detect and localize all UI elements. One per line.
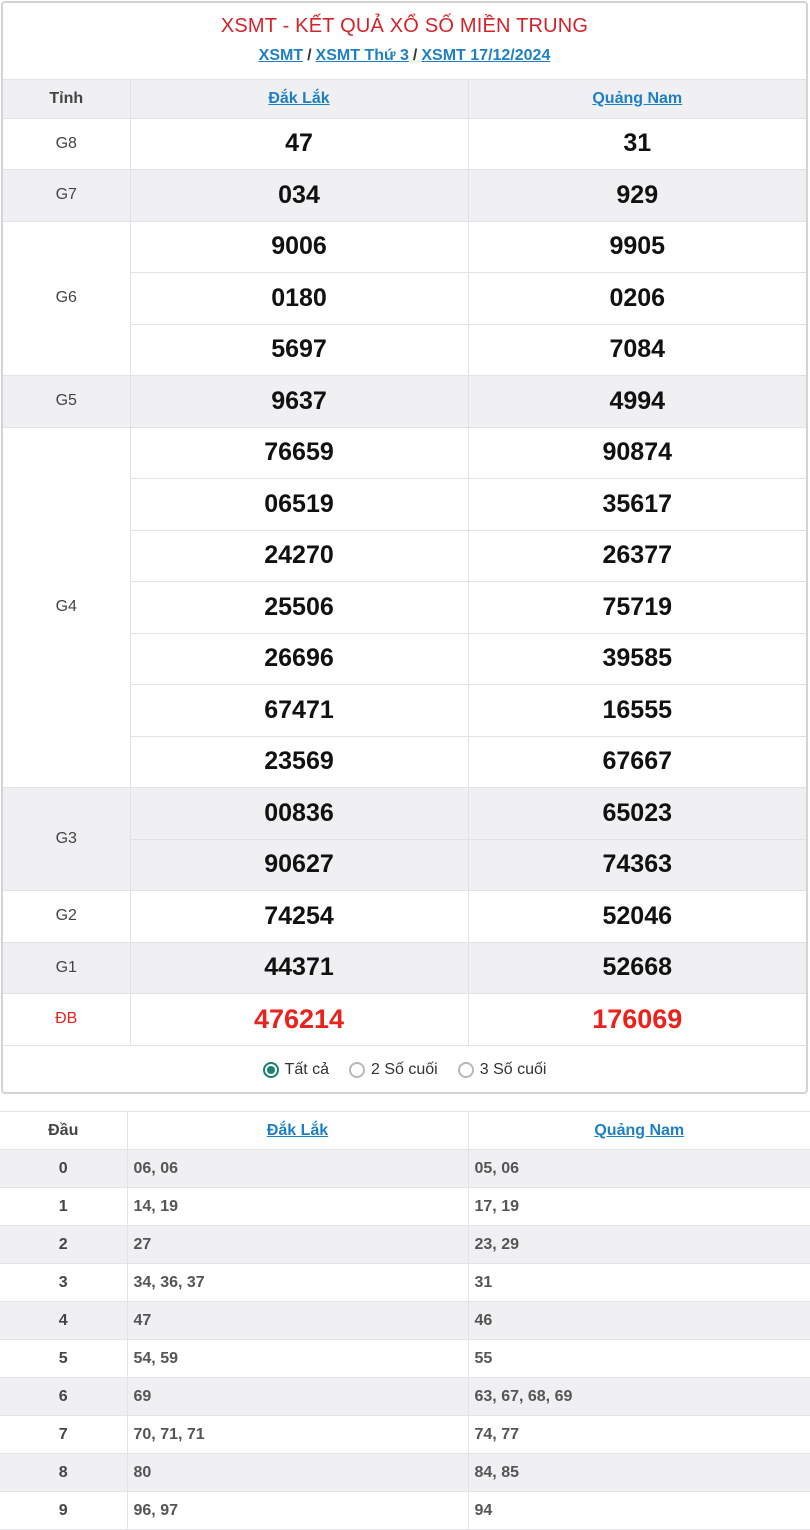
prize-number-dak-lak: 44371 bbox=[130, 942, 468, 994]
prize-number-quang-nam: 4994 bbox=[468, 376, 806, 428]
prize-label: G4 bbox=[3, 427, 130, 788]
page-title: XSMT - KẾT QUẢ XỔ SỐ MIỀN TRUNG bbox=[220, 15, 589, 37]
prize-number-dak-lak: 25506 bbox=[130, 582, 468, 634]
prize-number-dak-lak: 26696 bbox=[130, 633, 468, 685]
dau-values-quang-nam: 46 bbox=[468, 1302, 810, 1340]
dau-row bbox=[0, 1340, 810, 1378]
dau-digit: 0 bbox=[0, 1150, 127, 1188]
prize-number-dak-lak: 9006 bbox=[130, 221, 468, 273]
dau-values-quang-nam: 63, 67, 68, 69 bbox=[468, 1378, 810, 1416]
filter-option-label: Tất cả bbox=[284, 1061, 330, 1078]
dau-row bbox=[0, 1188, 810, 1226]
dau-values-quang-nam: 74, 77 bbox=[468, 1416, 810, 1454]
filter-option-all[interactable] bbox=[263, 1061, 329, 1079]
prize-number-dak-lak: 47 bbox=[130, 118, 468, 170]
dau-values-dak-lak: 34, 36, 37 bbox=[127, 1264, 468, 1302]
prize-number-dak-lak: 476214 bbox=[130, 994, 468, 1046]
dau-digit: 8 bbox=[0, 1454, 127, 1492]
dau-digit: 9 bbox=[0, 1492, 127, 1530]
prize-number-quang-nam: 929 bbox=[468, 170, 806, 222]
prize-number-quang-nam: 65023 bbox=[468, 788, 806, 840]
prize-number-quang-nam: 67667 bbox=[468, 736, 806, 788]
prize-number-quang-nam: 52668 bbox=[468, 942, 806, 994]
results-body bbox=[3, 118, 806, 1045]
dau-digit: 2 bbox=[0, 1226, 127, 1264]
dau-row bbox=[0, 1492, 810, 1530]
prize-number-dak-lak: 76659 bbox=[130, 427, 468, 479]
prize-number-dak-lak: 5697 bbox=[130, 324, 468, 376]
prize-row bbox=[3, 891, 806, 943]
dau-values-dak-lak: 27 bbox=[127, 1226, 468, 1264]
province-link-dak-lak[interactable]: Đắk Lắk bbox=[266, 1121, 329, 1139]
prize-row bbox=[3, 118, 806, 170]
prize-label: G3 bbox=[3, 788, 130, 891]
dau-row bbox=[0, 1226, 810, 1264]
breadcrumb-separator: / bbox=[307, 47, 312, 64]
col-header-dau: Đầu bbox=[0, 1112, 127, 1150]
results-header-row bbox=[3, 80, 806, 118]
prize-number-quang-nam: 31 bbox=[468, 118, 806, 170]
dau-digit: 6 bbox=[0, 1378, 127, 1416]
col-header-province-label: Tỉnh bbox=[3, 80, 130, 118]
col-header-dak-lak bbox=[130, 80, 468, 118]
prize-number-quang-nam: 39585 bbox=[468, 633, 806, 685]
dau-section bbox=[0, 1111, 810, 1530]
dau-header-row bbox=[0, 1112, 810, 1150]
prize-number-dak-lak: 0180 bbox=[130, 273, 468, 325]
dau-body bbox=[0, 1150, 810, 1530]
prize-number-dak-lak: 9637 bbox=[130, 376, 468, 428]
dau-row bbox=[0, 1454, 810, 1492]
dau-values-dak-lak: 06, 06 bbox=[127, 1150, 468, 1188]
prize-row bbox=[3, 788, 806, 840]
dau-digit: 5 bbox=[0, 1340, 127, 1378]
breadcrumb-link-date[interactable]: XSMT 17/12/2024 bbox=[421, 47, 551, 64]
dau-values-quang-nam: 94 bbox=[468, 1492, 810, 1530]
prize-number-quang-nam: 75719 bbox=[468, 582, 806, 634]
breadcrumb-link-xsmt[interactable]: XSMT bbox=[258, 47, 304, 64]
prize-label: G1 bbox=[3, 942, 130, 994]
results-card bbox=[1, 1, 808, 1094]
filter-option-last-2[interactable] bbox=[349, 1061, 438, 1079]
dau-row bbox=[0, 1302, 810, 1340]
dau-values-dak-lak: 69 bbox=[127, 1378, 468, 1416]
prize-row bbox=[3, 994, 806, 1046]
col-header-dak-lak bbox=[127, 1112, 468, 1150]
filter-option-label: 2 Số cuối bbox=[371, 1061, 438, 1078]
prize-number-quang-nam: 176069 bbox=[468, 994, 806, 1046]
radio-icon[interactable] bbox=[349, 1062, 365, 1078]
dau-values-quang-nam: 84, 85 bbox=[468, 1454, 810, 1492]
prize-row bbox=[3, 942, 806, 994]
prize-number-quang-nam: 52046 bbox=[468, 891, 806, 943]
dau-values-quang-nam: 23, 29 bbox=[468, 1226, 810, 1264]
prize-number-quang-nam: 9905 bbox=[468, 221, 806, 273]
prize-row bbox=[3, 221, 806, 273]
breadcrumb-link-weekday[interactable]: XSMT Thứ 3 bbox=[315, 47, 409, 64]
province-link-dak-lak[interactable]: Đắk Lắk bbox=[268, 89, 330, 107]
radio-selected-icon[interactable] bbox=[263, 1062, 279, 1078]
prize-number-dak-lak: 23569 bbox=[130, 736, 468, 788]
dau-values-dak-lak: 47 bbox=[127, 1302, 468, 1340]
prize-label: G6 bbox=[3, 221, 130, 376]
prize-label: G8 bbox=[3, 118, 130, 170]
dau-row bbox=[0, 1378, 810, 1416]
results-header bbox=[3, 3, 806, 80]
filter-option-label: 3 Số cuối bbox=[479, 1061, 547, 1078]
dau-values-dak-lak: 14, 19 bbox=[127, 1188, 468, 1226]
prize-number-dak-lak: 24270 bbox=[130, 530, 468, 582]
dau-row bbox=[0, 1416, 810, 1454]
province-link-quang-nam[interactable]: Quảng Nam bbox=[594, 1121, 685, 1139]
dau-values-dak-lak: 54, 59 bbox=[127, 1340, 468, 1378]
dau-values-dak-lak: 70, 71, 71 bbox=[127, 1416, 468, 1454]
results-table bbox=[3, 80, 806, 1046]
col-header-quang-nam bbox=[468, 80, 806, 118]
dau-values-dak-lak: 80 bbox=[127, 1454, 468, 1492]
prize-label: G7 bbox=[3, 170, 130, 222]
dau-values-quang-nam: 05, 06 bbox=[468, 1150, 810, 1188]
dau-digit: 3 bbox=[0, 1264, 127, 1302]
prize-label: ĐB bbox=[3, 994, 130, 1046]
dau-table bbox=[0, 1111, 810, 1530]
radio-icon[interactable] bbox=[458, 1062, 474, 1078]
prize-number-quang-nam: 74363 bbox=[468, 839, 806, 891]
filter-option-last-3[interactable] bbox=[458, 1061, 547, 1079]
prize-label: G2 bbox=[3, 891, 130, 943]
prize-number-dak-lak: 90627 bbox=[130, 839, 468, 891]
breadcrumb bbox=[3, 47, 806, 65]
breadcrumb-separator: / bbox=[412, 47, 418, 64]
prize-number-quang-nam: 7084 bbox=[468, 324, 806, 376]
col-header-quang-nam bbox=[468, 1112, 810, 1150]
prize-number-dak-lak: 034 bbox=[130, 170, 468, 222]
dau-values-quang-nam: 17, 19 bbox=[468, 1188, 810, 1226]
dau-digit: 4 bbox=[0, 1302, 127, 1340]
prize-row bbox=[3, 376, 806, 428]
prize-number-quang-nam: 26377 bbox=[468, 530, 806, 582]
prize-row bbox=[3, 170, 806, 222]
prize-number-dak-lak: 00836 bbox=[130, 788, 468, 840]
prize-number-quang-nam: 35617 bbox=[468, 479, 806, 531]
dau-values-quang-nam: 31 bbox=[468, 1264, 810, 1302]
dau-row bbox=[0, 1150, 810, 1188]
prize-number-dak-lak: 67471 bbox=[130, 685, 468, 737]
digit-filter bbox=[3, 1046, 806, 1095]
dau-values-quang-nam: 55 bbox=[468, 1340, 810, 1378]
prize-label: G5 bbox=[3, 376, 130, 428]
province-link-quang-nam[interactable]: Quảng Nam bbox=[592, 89, 683, 107]
prize-number-dak-lak: 06519 bbox=[130, 479, 468, 531]
prize-number-quang-nam: 90874 bbox=[468, 427, 806, 479]
prize-number-dak-lak: 74254 bbox=[130, 891, 468, 943]
prize-number-quang-nam: 0206 bbox=[468, 273, 806, 325]
prize-row bbox=[3, 427, 806, 479]
prize-number-quang-nam: 16555 bbox=[468, 685, 806, 737]
dau-digit: 1 bbox=[0, 1188, 127, 1226]
dau-row bbox=[0, 1264, 810, 1302]
dau-values-dak-lak: 96, 97 bbox=[127, 1492, 468, 1530]
dau-digit: 7 bbox=[0, 1416, 127, 1454]
